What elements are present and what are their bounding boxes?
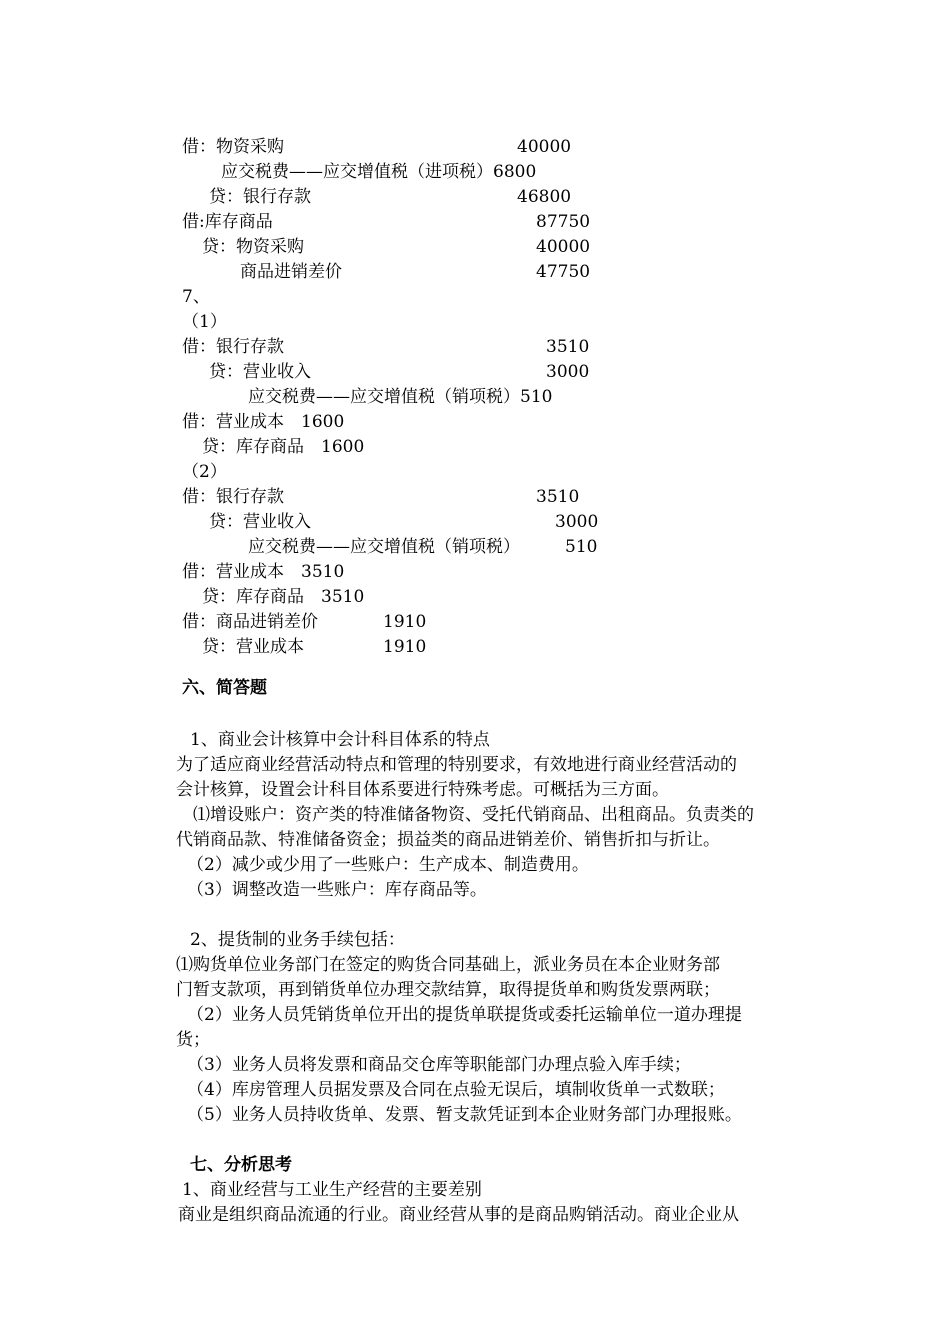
paragraph-line: （3）调整改造一些账户：库存商品等。 — [187, 880, 487, 900]
journal-line: 贷：营业收入 — [209, 512, 311, 532]
paragraph-line: 会计核算，设置会计科目体系要进行特殊考虑。可概括为三方面。 — [176, 780, 669, 800]
journal-amount: 47750 — [536, 262, 591, 282]
paragraph-line: （3）业务人员将发票和商品交仓库等职能部门办理点验入库手续； — [187, 1055, 691, 1075]
paragraph-line: 代销商品款、特准储备资金；损益类的商品进销差价、销售折扣与折让。 — [176, 830, 720, 850]
journal-amount: 3510 — [546, 337, 590, 357]
journal-line: 贷：物资采购 — [202, 237, 304, 257]
paragraph-line: （2）减少或少用了一些账户：生产成本、制造费用。 — [187, 855, 589, 875]
journal-line: 借：银行存款 — [182, 487, 284, 507]
journal-amount: 1910 — [383, 612, 427, 632]
question-title: 2、提货制的业务手续包括： — [190, 930, 405, 950]
paragraph-line: （5）业务人员持收货单、发票、暂支款凭证到本企业财务部门办理报账。 — [187, 1105, 742, 1125]
paragraph-line: 货； — [176, 1030, 210, 1050]
journal-amount: 3000 — [555, 512, 599, 532]
journal-line: 借：银行存款 — [182, 337, 284, 357]
journal-amount: 3510 — [536, 487, 580, 507]
paragraph-line: ⑴增设账户：资产类的特准储备物资、受托代销商品、出租商品。负责类的 — [193, 805, 754, 825]
journal-line: 借:库存商品 — [182, 212, 273, 232]
journal-line: 贷：营业收入 — [209, 362, 311, 382]
journal-amount: 3000 — [546, 362, 590, 382]
journal-line: （1） — [182, 312, 227, 332]
journal-line: 7、 — [182, 287, 210, 307]
journal-line: （2） — [182, 462, 227, 482]
question-title: 1、商业经营与工业生产经营的主要差别 — [182, 1180, 482, 1200]
section-heading: 六、简答题 — [182, 678, 267, 698]
journal-amount: 510 — [565, 537, 598, 557]
paragraph-line: 门暂支款项，再到销货单位办理交款结算，取得提货单和购货发票两联； — [176, 980, 720, 1000]
paragraph-line: （4）库房管理人员据发票及合同在点验无误后，填制收货单一式数联； — [187, 1080, 725, 1100]
journal-line: 应交税费——应交增值税（销项税） — [248, 537, 520, 557]
journal-amount: 87750 — [536, 212, 591, 232]
journal-line: 贷：库存商品 1600 — [202, 437, 365, 457]
journal-amount: 40000 — [517, 137, 572, 157]
section-heading: 七、分析思考 — [190, 1155, 292, 1175]
journal-line: 借：营业成本 1600 — [182, 412, 345, 432]
paragraph-line: 商业是组织商品流通的行业。商业经营从事的是商品购销活动。商业企业从 — [178, 1205, 739, 1225]
journal-line: 商品进销差价 — [240, 262, 342, 282]
paragraph-line: （2）业务人员凭销货单位开出的提货单联提货或委托运输单位一道办理提 — [187, 1005, 742, 1025]
journal-amount: 1910 — [383, 637, 427, 657]
paragraph-line: 为了适应商业经营活动特点和管理的特别要求，有效地进行商业经营活动的 — [176, 755, 737, 775]
question-title: 1、商业会计核算中会计科目体系的特点 — [190, 730, 490, 750]
journal-line: 应交税费——应交增值税（销项税）510 — [248, 387, 553, 407]
journal-amount: 40000 — [536, 237, 591, 257]
journal-line: 贷：银行存款 — [209, 187, 311, 207]
paragraph-line: ⑴购货单位业务部门在签定的购货合同基础上，派业务员在本企业财务部 — [176, 955, 720, 975]
journal-line: 贷：营业成本 — [202, 637, 304, 657]
journal-line: 贷：库存商品 3510 — [202, 587, 365, 607]
journal-line: 借：营业成本 3510 — [182, 562, 345, 582]
journal-amount: 46800 — [517, 187, 572, 207]
journal-line: 应交税费——应交增值税（进项税）6800 — [221, 162, 537, 182]
journal-line: 借：物资采购 — [182, 137, 284, 157]
journal-line: 借：商品进销差价 — [182, 612, 318, 632]
